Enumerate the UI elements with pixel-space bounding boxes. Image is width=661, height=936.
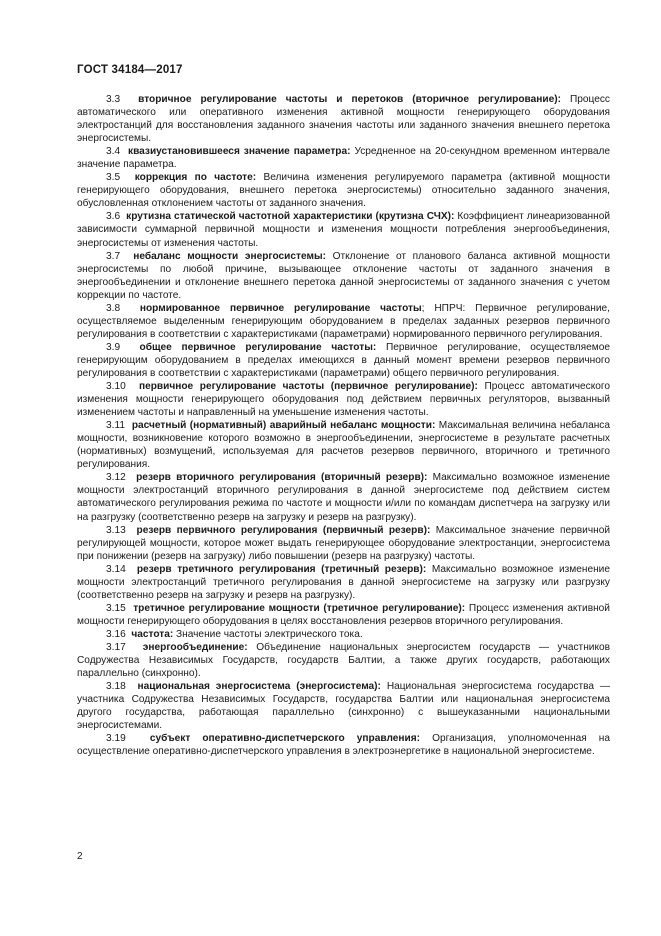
entry-term: расчетный (нормативный) аварийный небаланс мощности:	[131, 420, 436, 432]
entry-number: 3.15	[106, 602, 126, 614]
definition-entry	[77, 145, 610, 171]
entry-number: 3.9	[106, 341, 121, 353]
entry-term: субъект оперативно-диспетчерского управления:	[149, 733, 421, 745]
entry-number: 3.7	[106, 250, 121, 262]
entry-number: 3.11	[106, 420, 125, 432]
entry-number: 3.13	[106, 524, 126, 536]
entry-separator	[420, 733, 432, 744]
entry-separator	[248, 642, 257, 653]
entry-term: небаланс мощности энергосистемы:	[133, 250, 326, 262]
entry-term: национальная энергосистема (энергосистема):	[137, 681, 381, 693]
definition-entry	[77, 680, 610, 732]
entry-term: нормированное первичное регулирование частоты	[139, 302, 422, 314]
entry-definition: Организация, уполномоченная на осуществление оперативно-диспетчерского управления в электроэнергетике в национальной энергосистеме.	[77, 733, 610, 758]
entry-term: резерв вторичного регулирования (вторичный резерв):	[136, 472, 428, 484]
entry-definition: Максимально возможное изменение мощности электростанций вторичного регулирования в данной энергосистеме под действием систем автоматического регулирования режима по частоте и мощности и/или по командам диспетчера на загрузку или на разгрузку (соответственно резерв на загрузку и резерв на разгрузку).	[77, 472, 610, 523]
definition-entry	[77, 419, 610, 471]
entry-number: 3.17	[106, 641, 126, 653]
entry-number: 3.14	[106, 563, 126, 575]
definition-entry	[77, 341, 610, 380]
entry-definition: Усредненное на 20-секундном временном интервале значение параметра.	[77, 146, 610, 171]
entry-term: резерв третичного регулирования (третичный резерв):	[136, 563, 427, 575]
entry-separator	[478, 381, 485, 392]
entry-term: частота:	[131, 628, 174, 640]
entry-term: резерв первичного регулирования (первичный резерв):	[136, 524, 431, 536]
entry-number: 3.12	[106, 472, 126, 484]
definition-entry	[77, 732, 610, 758]
entry-definition: Процесс автоматического или оперативного изменения активной мощности генерирующего оборудования электростанций для восстановления заданного значения частоты или заданного значения внешнего перетока энергосистемы.	[77, 94, 610, 145]
definition-entry	[77, 628, 610, 641]
definition-entry	[77, 602, 610, 628]
definition-entry	[77, 93, 610, 145]
entry-term: общее первичное регулирование частоты:	[139, 341, 377, 353]
definition-entry	[77, 210, 610, 249]
definition-entry	[77, 641, 610, 680]
entry-definition: Величина изменения регулируемого параметра (активной мощности генерирующего оборудования, внешнего перетока энергосистемы) относительно заданного значения, обусловленная отклонением частоты от заданного значения.	[77, 172, 610, 210]
definition-entry	[77, 471, 610, 523]
entry-definition: Национальная энергосистема государства — участника Содружества Независимых Государств, государства Балтии или национальная энергосистема другого государства, работающая параллельно (синхронно) с вышеуказанными национальными энергосистемами.	[77, 681, 610, 732]
entry-definition: Процесс изменения активной мощности генерирующего оборудования в целях восстановления резервов вторичного регулирования.	[77, 602, 610, 627]
entry-term: третичное регулирование мощности (третичное регулирование):	[133, 602, 466, 614]
entry-definition: Первичное регулирование, осуществляемое генерирующим оборудованием в пределах имеющихся в данный момент времени резервов первичного регулирования в соответствии с характеристиками (параметрами) общего первичного регулирования.	[77, 341, 610, 379]
entry-term: первичное регулирование частоты (первичное регулирование):	[138, 381, 478, 393]
definition-entry	[77, 563, 610, 602]
entry-separator	[376, 342, 386, 353]
entry-number: 3.3	[106, 94, 121, 105]
entry-separator	[561, 94, 570, 105]
definition-entry	[77, 524, 610, 563]
entry-definition: Коэффициент линеаризованной зависимости суммарной первичной мощности и изменения мощности потребления энергообъединения, энергосистемы от изменения частоты.	[77, 211, 610, 249]
definitions-list	[77, 93, 610, 758]
entry-term: крутизна статической частотной характеристики (крутизна СЧХ):	[126, 211, 455, 223]
entry-definition: Максимальное значение первичной регулирующей мощности, которое может выдать генерирующее оборудование электростанции, энергосистема при понижении (резерв на загрузку) либо повышении (резерв на разгрузку) частоты.	[77, 524, 610, 562]
entry-term: вторичное регулирование частоты и перетоков (вторичное регулирование):	[138, 94, 561, 105]
definition-entry	[77, 171, 610, 210]
entry-number: 3.10	[106, 381, 126, 393]
entry-definition: Объединение национальных энергосистем государств — участников Содружества Независимых Государств, государств Балтии, а также других государств, работающих параллельно (синхронно).	[77, 641, 610, 680]
entry-definition: Значение частоты электрического тока.	[176, 628, 363, 640]
document-header: ГОСТ 34184—2017	[77, 64, 183, 76]
entry-definition: НПРЧ: Первичное регулирование, осуществляемое выделенным генерирующим оборудованием в пределах заданных резервов первичного регулирования в соответствии с характеристиками (параметрами) нормированного первичного регулирования.	[77, 302, 610, 340]
definition-entry	[77, 250, 610, 302]
entry-number: 3.5	[106, 172, 121, 184]
entry-term: квазиустановившееся значение параметра:	[128, 146, 351, 158]
entry-definition: Отклонение от планового баланса активной мощности энергосистемы по любой причине, вызывающее отклонение частоты от заданного значения в энергообъединении и отклонение внешнего перетока данной энергосистемы от заданного значения с учетом коррекции по частоте.	[77, 250, 610, 301]
definition-entry	[77, 380, 610, 419]
entry-separator	[326, 251, 333, 262]
definition-entry	[77, 302, 610, 341]
entry-number: 3.8	[106, 302, 121, 314]
entry-term: коррекция по частоте:	[134, 172, 257, 184]
entry-definition: Процесс автоматического изменения мощности генерирующего оборудования под действием первичных регуляторов, вызванный изменением частоты и направленный на уменьшение изменения частоты.	[77, 381, 610, 419]
entry-definition: Максимально возможное изменение мощности электростанций третичного регулирования в данной энергосистеме на загрузку или разгрузку (соответственно резерв на загрузку и резерв на разгрузку).	[77, 563, 610, 601]
entry-number: 3.19	[106, 733, 126, 745]
entry-number: 3.16	[106, 628, 126, 640]
entry-number: 3.6	[106, 211, 121, 223]
page-number: 2	[77, 851, 83, 862]
entry-number: 3.18	[106, 681, 126, 693]
entry-separator: ;	[421, 302, 435, 314]
entry-definition: Максимальная величина небаланса мощности, возникновение которого возможно в энергообъединении, энергосистеме в результате расчетных (нормативных) возмущений, используемая для расчетов резервов первичного, вторичного и третичного регулирования.	[77, 420, 610, 471]
entry-number: 3.4	[106, 146, 121, 158]
entry-term: энергообъединение:	[142, 641, 248, 653]
